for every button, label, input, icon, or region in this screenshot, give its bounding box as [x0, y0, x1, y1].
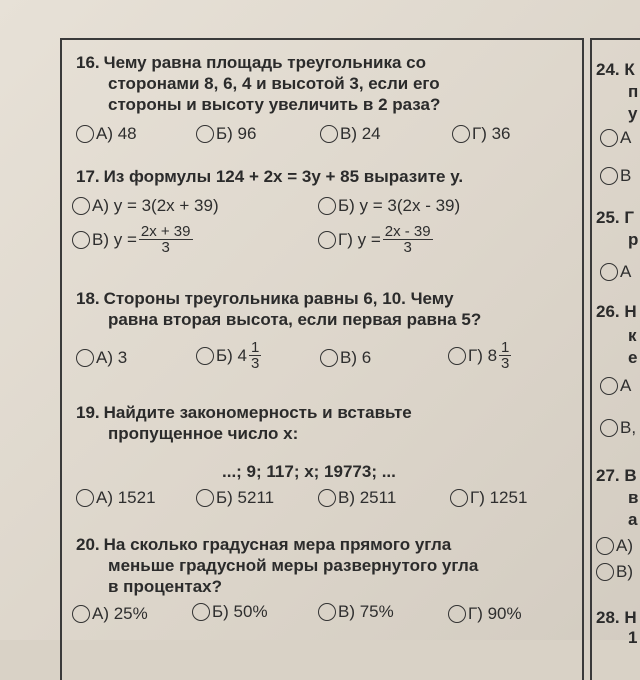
option-label: В) y = [92, 229, 137, 249]
fraction-denominator: 3 [501, 355, 510, 372]
answer-circle-icon[interactable] [72, 197, 90, 215]
answer-circle-icon[interactable] [76, 349, 94, 367]
option-label: Г) 90% [468, 604, 522, 623]
question-number: 16. [76, 53, 100, 72]
option-a[interactable] [600, 376, 631, 396]
answer-circle-icon[interactable] [600, 167, 618, 185]
question-27: 27. В [596, 466, 637, 485]
option-label: А) 25% [92, 604, 148, 623]
option-b[interactable] [196, 340, 261, 371]
option-b[interactable] [318, 196, 460, 216]
option-a[interactable] [596, 536, 633, 556]
answer-circle-icon[interactable] [600, 419, 618, 437]
question-text-line2: меньше градусной меры развернутого угла [108, 556, 479, 575]
fraction-numerator: 2x + 39 [140, 223, 191, 240]
question-text-line1: Стороны треугольника равны 6, 10. Чему [103, 289, 454, 308]
question-24-text: п [628, 82, 639, 101]
option-v[interactable] [320, 124, 381, 144]
answer-circle-icon[interactable] [320, 125, 338, 143]
option-label: В [620, 166, 632, 185]
option-v[interactable] [600, 418, 636, 438]
option-label: В) [616, 562, 633, 581]
option-label: А) 1521 [96, 488, 156, 507]
option-label: Б) 4 [216, 345, 247, 365]
question-17 [76, 166, 463, 187]
answer-circle-icon[interactable] [450, 489, 468, 507]
option-label: Б) y = 3(2x - 39) [338, 196, 461, 215]
question-text-line2: равна вторая высота, если первая равна 5? [108, 310, 482, 329]
answer-circle-icon[interactable] [192, 603, 210, 621]
option-label: В) 6 [340, 348, 372, 367]
question-text-line1: Найдите закономерность и вставьте [103, 403, 412, 422]
option-g[interactable] [448, 604, 522, 624]
option-label: Б) 50% [212, 602, 268, 621]
fraction-denominator: 3 [161, 239, 170, 256]
fraction-denominator: 3 [403, 239, 412, 256]
question-text-line2: пропущенное число x: [108, 424, 299, 443]
answer-circle-icon[interactable] [318, 489, 336, 507]
option-label: Г) y = [338, 229, 381, 249]
option-a[interactable] [76, 348, 127, 368]
answer-circle-icon[interactable] [600, 377, 618, 395]
fraction [499, 340, 511, 371]
option-b[interactable] [196, 488, 274, 508]
question-25-text: р [628, 230, 639, 249]
answer-circle-icon[interactable] [600, 263, 618, 281]
option-a[interactable] [600, 128, 631, 148]
answer-circle-icon[interactable] [76, 489, 94, 507]
question-number: 19. [76, 403, 100, 422]
option-g[interactable] [448, 340, 511, 371]
question-28-text: 1 [628, 628, 638, 647]
option-label: В) 2511 [338, 488, 397, 507]
option-label: А) [616, 536, 633, 555]
question-26: 26. Н [596, 302, 637, 321]
question-20 [76, 534, 478, 597]
question-19 [76, 402, 412, 444]
answer-circle-icon[interactable] [596, 563, 614, 581]
answer-circle-icon[interactable] [318, 603, 336, 621]
option-b[interactable] [192, 602, 268, 622]
question-24-text: у [628, 104, 638, 123]
fraction-numerator: 2x - 39 [384, 223, 431, 240]
question-text-line1: На сколько градусная мера прямого угла [103, 535, 452, 554]
answer-circle-icon[interactable] [72, 605, 90, 623]
option-label: В) 24 [340, 124, 381, 143]
option-label: В) 75% [338, 602, 394, 621]
fraction-denominator: 3 [251, 355, 260, 372]
question-text-line2: сторонами 8, 6, 4 и высотой 3, если его [108, 74, 440, 93]
answer-circle-icon[interactable] [318, 231, 336, 249]
answer-circle-icon[interactable] [72, 231, 90, 249]
answer-circle-icon[interactable] [596, 537, 614, 555]
option-label: Г) 36 [472, 124, 511, 143]
option-label: Б) 96 [216, 124, 257, 143]
option-g[interactable] [450, 488, 527, 508]
option-label: А) y = 3(2x + 39) [92, 196, 219, 215]
number-sequence: ...; 9; 117; x; 19773; ... [222, 462, 396, 481]
option-label: В, [620, 418, 637, 437]
fraction-numerator: 1 [251, 339, 260, 356]
option-a[interactable] [72, 604, 148, 624]
option-a[interactable] [76, 488, 156, 508]
question-28: 28. Н [596, 608, 637, 627]
option-v[interactable] [318, 602, 394, 622]
fraction [249, 340, 261, 371]
answer-circle-icon[interactable] [196, 347, 214, 365]
option-v[interactable] [318, 488, 396, 508]
answer-circle-icon[interactable] [452, 125, 470, 143]
question-number: 18. [76, 289, 100, 308]
fraction [139, 224, 193, 255]
answer-circle-icon[interactable] [318, 197, 336, 215]
question-text-line3: в процентах? [108, 577, 223, 596]
option-a[interactable] [72, 196, 219, 216]
option-label: А [620, 128, 632, 147]
question-27-text: а [628, 510, 638, 529]
question-16 [76, 52, 440, 115]
answer-circle-icon[interactable] [196, 125, 214, 143]
option-g[interactable] [318, 224, 433, 255]
answer-circle-icon[interactable] [448, 605, 466, 623]
fraction [383, 224, 433, 255]
option-label: А [620, 376, 632, 395]
option-label: А [620, 262, 632, 281]
option-a[interactable] [600, 262, 631, 282]
option-v[interactable] [320, 348, 371, 368]
question-26-text: к [628, 326, 637, 345]
option-g[interactable] [452, 124, 511, 144]
fraction-numerator: 1 [501, 339, 510, 356]
option-label: А) 48 [96, 124, 137, 143]
question-text-line1: Чему равна площадь треугольника со [103, 53, 426, 72]
option-v[interactable] [72, 224, 193, 255]
question-number: 17. [76, 167, 100, 186]
option-b[interactable] [196, 124, 256, 144]
option-label: Б) 5211 [216, 488, 275, 507]
answer-circle-icon[interactable] [196, 489, 214, 507]
option-label: Г) 8 [468, 345, 498, 365]
answer-circle-icon[interactable] [76, 125, 94, 143]
question-text-line3: стороны и высоту увеличить в 2 раза? [108, 95, 441, 114]
option-label: Г) 1251 [470, 488, 528, 507]
question-number: 20. [76, 535, 100, 554]
question-26-text: е [628, 348, 638, 367]
question-18 [76, 288, 481, 330]
option-v[interactable] [600, 166, 631, 186]
answer-circle-icon[interactable] [448, 347, 466, 365]
question-25: 25. Г [596, 208, 634, 227]
answer-circle-icon[interactable] [600, 129, 618, 147]
option-v[interactable] [596, 562, 633, 582]
option-label: А) 3 [96, 348, 128, 367]
question-text: Из формулы 124 + 2x = 3y + 85 выразите y. [103, 167, 464, 186]
question-24: 24. К [596, 60, 635, 79]
option-a[interactable] [76, 124, 137, 144]
answer-circle-icon[interactable] [320, 349, 338, 367]
question-27-text: в [628, 488, 639, 507]
